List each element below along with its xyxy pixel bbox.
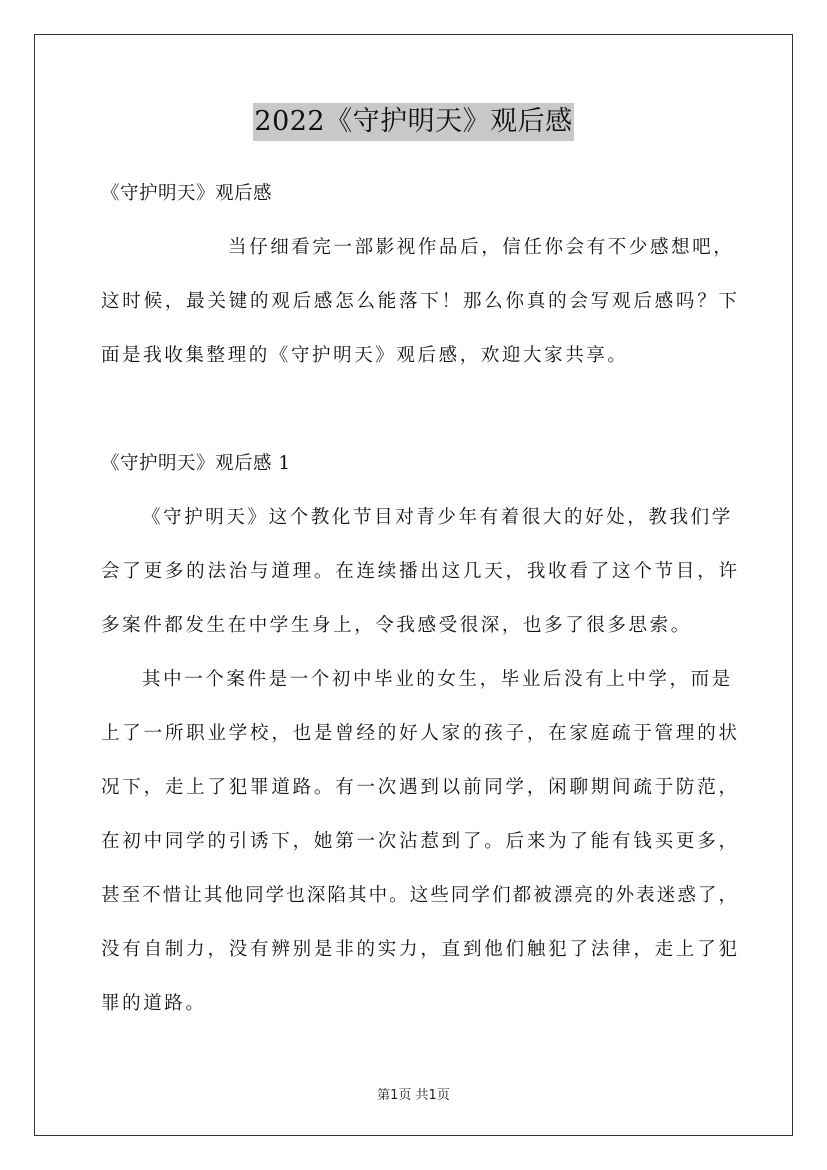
document-title: 2022《守护明天》观后感 [253, 103, 573, 141]
intro-line-3: 面是我收集整理的《守护明天》观后感，欢迎大家共享。 [101, 345, 629, 366]
para2-line-1: 其中一个案件是一个初中毕业的女生，毕业后没有上中学，而是 [142, 669, 733, 690]
para2-line-2: 上了一所职业学校，也是曾经的好人家的孩子，在家庭疏于管理的状 [101, 723, 737, 744]
para1-line-3: 多案件都发生在中学生身上，令我感受很深，也多了很多思索。 [101, 615, 692, 636]
para2-line-6: 没有自制力，没有辨别是非的实力，直到他们触犯了法律，走上了犯 [101, 939, 737, 960]
intro-subheading: 《守护明天》观后感 [101, 183, 273, 204]
title-wrap [0, 103, 827, 141]
para1-line-2: 会了更多的法治与道理。在连续播出这几天，我收看了这个节目，许 [101, 561, 737, 582]
para2-line-4: 在初中同学的引诱下，她第一次沾惹到了。后来为了能有钱买更多， [101, 831, 737, 852]
para2-line-3: 况下，走上了犯罪道路。有一次遇到以前同学，闲聊期间疏于防范， [101, 777, 737, 798]
intro-line-2: 这时候，最关键的观后感怎么能落下！那么你真的会写观后感吗？下 [101, 291, 737, 312]
para2-line-5: 甚至不惜让其他同学也深陷其中。这些同学们都被漂亮的外表迷惑了， [101, 885, 737, 906]
page-footer: 第1页 共1页 [377, 1088, 450, 1103]
section-heading: 《守护明天》观后感 1 [101, 453, 291, 474]
para1-line-1: 《守护明天》这个教化节目对青少年有着很大的好处，教我们学 [142, 507, 733, 528]
para2-line-7: 罪的道路。 [101, 993, 207, 1014]
intro-line-1: 当仔细看完一部影视作品后，信任你会有不少感想吧， [228, 237, 735, 258]
